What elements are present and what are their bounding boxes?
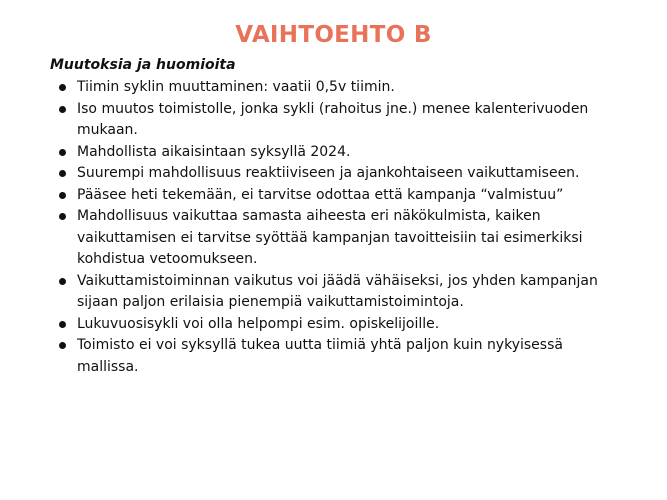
bullet-item [56, 163, 616, 185]
bullet-dot-icon [59, 149, 66, 156]
bullet-item [56, 206, 616, 271]
bullet-text: Mahdollisuus vaikuttaa samasta aiheesta eri näkökulmista, kaiken vaikuttamisen ei tarvitse syöttää kampanjan tavoitteisiin tai esimerkiksi kohdistua vetoomukseen. [77, 208, 583, 267]
bullet-text: Mahdollista aikaisintaan syksyllä 2024. [77, 143, 351, 160]
bullet-dot-icon [59, 342, 66, 349]
bullet-item [56, 271, 616, 314]
bullet-list [56, 77, 616, 378]
bullet-dot-icon [59, 278, 66, 285]
bullet-item [56, 142, 616, 164]
bullet-item [56, 314, 616, 336]
bullet-text: Pääsee heti tekemään, ei tarvitse odottaa että kampanja “valmistuu” [77, 186, 564, 203]
bullet-dot-icon [59, 192, 66, 199]
bullet-item [56, 77, 616, 99]
bullet-dot-icon [59, 170, 66, 177]
bullet-item [56, 185, 616, 207]
bullet-item [56, 335, 616, 378]
bullet-text: Iso muutos toimistolle, jonka sykli (rahoitus jne.) menee kalenterivuoden mukaan. [77, 100, 589, 138]
bullet-text: Suurempi mahdollisuus reaktiiviseen ja ajankohtaiseen vaikuttamiseen. [77, 165, 580, 181]
bullet-text: Toimisto ei voi syksyllä tukea uutta tiimiä yhtä paljon kuin nykyisessä mallissa. [77, 337, 563, 375]
bullet-text: Lukuvuosisykli voi olla helpompi esim. opiskelijoille. [77, 315, 440, 332]
section-heading: Muutoksia ja huomioita [50, 57, 236, 73]
bullet-text: Vaikuttamistoiminnan vaikutus voi jäädä vähäiseksi, jos yhden kampanjan sijaan paljon erilaisia pienempiä vaikuttamistoimintoja. [77, 272, 598, 310]
bullet-text: Tiimin syklin muuttaminen: vaatii 0,5v tiimin. [77, 79, 395, 95]
bullet-dot-icon [59, 84, 66, 91]
bullet-dot-icon [59, 321, 66, 328]
bullet-item [56, 99, 616, 142]
bullet-dot-icon [59, 106, 66, 113]
slide-title: VAIHTOEHTO B [235, 22, 432, 48]
bullet-dot-icon [59, 213, 66, 220]
